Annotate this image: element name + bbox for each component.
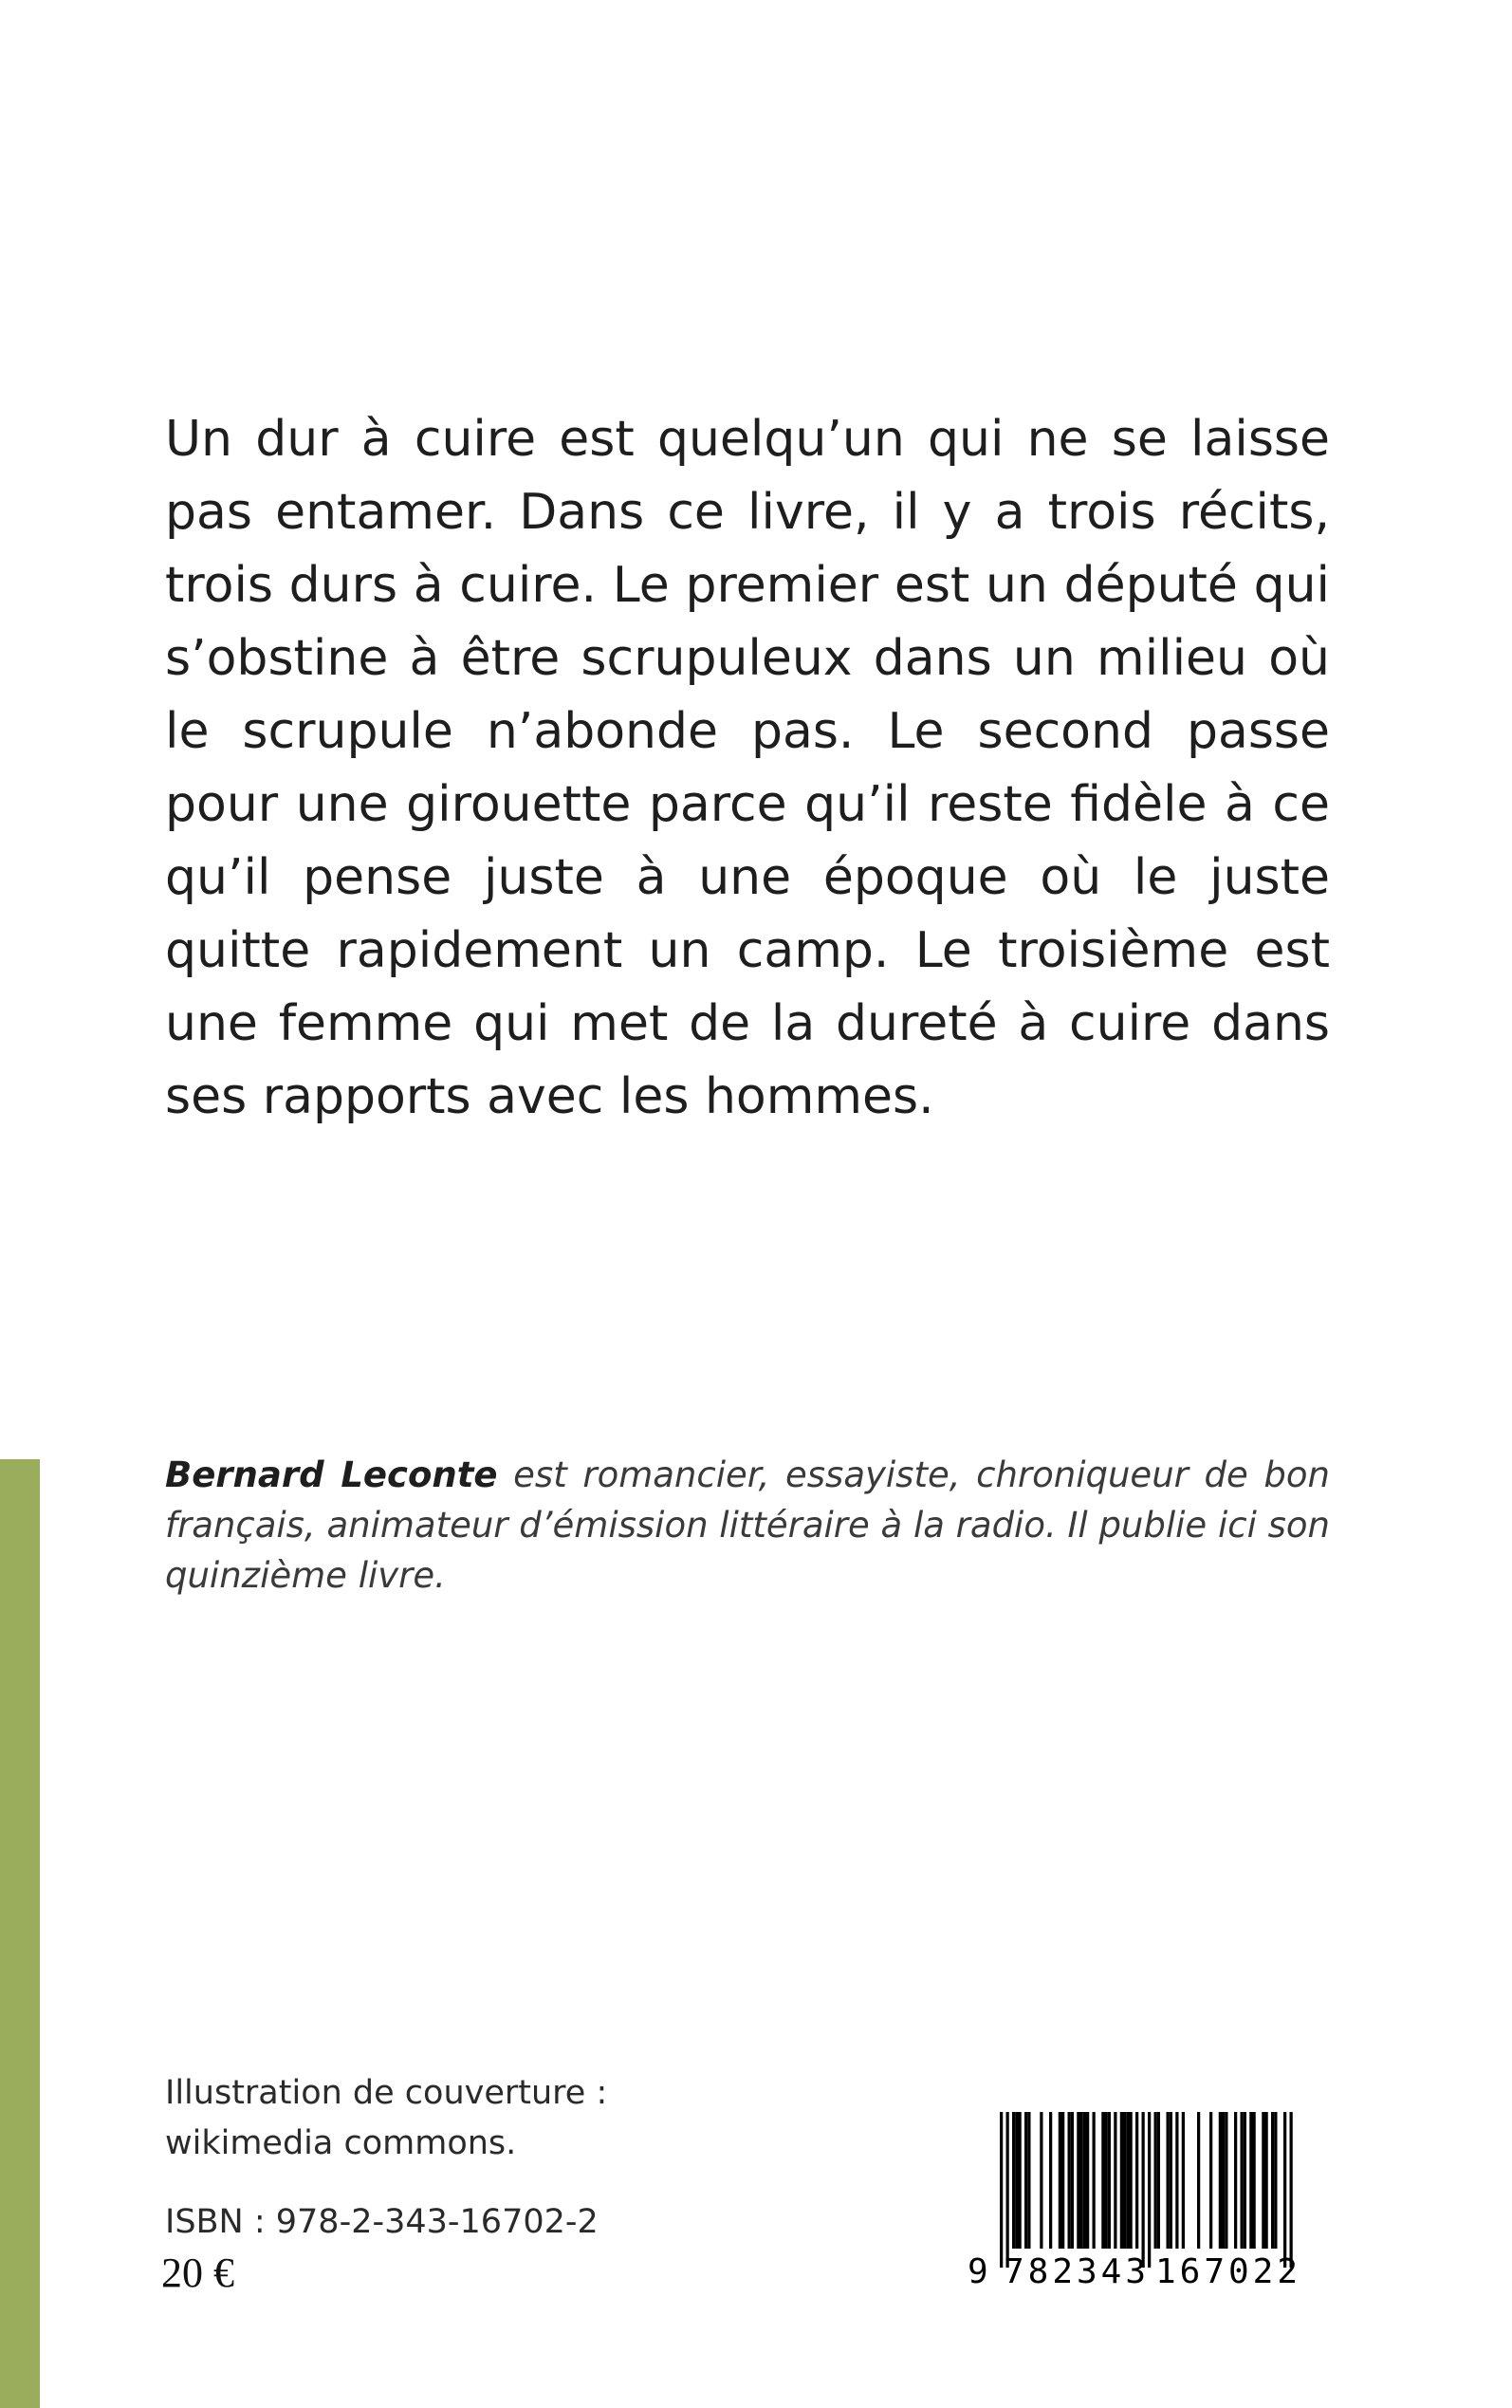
barcode-bar — [1077, 2112, 1079, 2249]
barcode-right-digits: 167022 — [1155, 2252, 1298, 2288]
barcode-bar — [1222, 2112, 1225, 2249]
barcode-bar — [1059, 2112, 1061, 2249]
barcode-bar — [1271, 2112, 1274, 2249]
isbn-barcode — [964, 2112, 1326, 2288]
barcode-bar — [1249, 2112, 1252, 2249]
barcode-bar — [1182, 2112, 1185, 2249]
barcode-bar — [1167, 2112, 1170, 2249]
barcode-bar — [1114, 2112, 1116, 2249]
barcode-bar — [1083, 2112, 1086, 2249]
barcode-bar — [1209, 2112, 1212, 2249]
barcode-bar — [1175, 2112, 1178, 2249]
barcode-bar — [1101, 2112, 1104, 2249]
barcode-bar — [1086, 2112, 1089, 2249]
author-name: Bernard Leconte — [165, 1454, 498, 1495]
author-bio-text: est romancier, essayiste, chroniqueur de bon français, animateur d’émission littéraire à la radio. Il publie ici son quinzième livre. — [165, 1454, 1330, 1596]
barcode-bar — [1120, 2112, 1123, 2249]
barcode-bar — [1024, 2112, 1027, 2249]
barcode-bar — [1126, 2112, 1129, 2249]
barcode-guard-bar — [1006, 2112, 1009, 2268]
green-side-stripe — [0, 1459, 40, 2408]
credit-line-2: wikimedia commons. — [165, 2124, 517, 2162]
barcode-bar — [1012, 2112, 1015, 2249]
barcode-guard-bar — [1000, 2112, 1003, 2268]
barcode-bar — [1244, 2112, 1246, 2249]
isbn-number: ISBN : 978-2-343-16702-2 — [165, 2203, 599, 2241]
barcode-first-digit: 9 — [968, 2252, 988, 2288]
barcode-bar — [1265, 2112, 1268, 2249]
barcode-bar — [1262, 2112, 1264, 2249]
barcode-bar — [1154, 2112, 1157, 2249]
barcode-bar — [1135, 2112, 1138, 2249]
barcode-bar — [1241, 2112, 1244, 2249]
barcode-guard-bar — [1148, 2112, 1151, 2268]
barcode-bar — [1157, 2112, 1160, 2249]
barcode-bar — [1080, 2112, 1083, 2249]
barcode-bar — [1123, 2112, 1126, 2249]
barcode-bar — [1071, 2112, 1074, 2249]
barcode-bar — [1040, 2112, 1042, 2249]
barcode-bar — [1219, 2112, 1222, 2249]
barcode-bar — [1197, 2112, 1200, 2249]
barcode-guard-bar — [1290, 2112, 1293, 2268]
barcode-bar — [1108, 2112, 1111, 2249]
author-bio — [165, 1450, 1330, 1601]
credit-line-1: Illustration de couverture : — [165, 2074, 608, 2112]
barcode-bar — [1015, 2112, 1018, 2249]
barcode-bar — [1093, 2112, 1096, 2249]
barcode-bar — [1027, 2112, 1030, 2249]
barcode-bar — [1234, 2112, 1237, 2249]
barcode-bar — [1068, 2112, 1071, 2249]
cover-illustration-credit — [165, 2068, 658, 2169]
barcode-left-digits: 782343 — [1004, 2252, 1146, 2288]
barcode-guard-bar — [1283, 2112, 1286, 2268]
barcode-bar — [1019, 2112, 1022, 2249]
barcode-guard-bar — [1142, 2112, 1145, 2268]
barcode-bar — [1105, 2112, 1108, 2249]
barcode-bar — [1049, 2112, 1052, 2249]
barcode-bar — [1061, 2112, 1064, 2249]
barcode-bar — [1225, 2112, 1227, 2249]
back-cover-blurb: Un dur à cuire est quelqu’un qui ne se laisse pas entamer. Dans ce livre, il y a trois récits, trois durs à cuire. Le premier est un député qui s’obstine à être scrupuleux dans un milieu où le scrupule n’abonde pas. Le second passe pour une girouette parce qu’il reste fidèle à ce qu’il pense juste à une époque où le juste quitte rapidement un camp. Le troisième est une femme qui met de la dureté à cuire dans ses rapports avec les hommes. — [165, 411, 1330, 1125]
barcode-bar — [1130, 2112, 1133, 2249]
barcode-bar — [1274, 2112, 1277, 2249]
price: 20 € — [161, 2250, 234, 2296]
barcode-bar — [1170, 2112, 1172, 2249]
barcode-bar — [1253, 2112, 1256, 2249]
